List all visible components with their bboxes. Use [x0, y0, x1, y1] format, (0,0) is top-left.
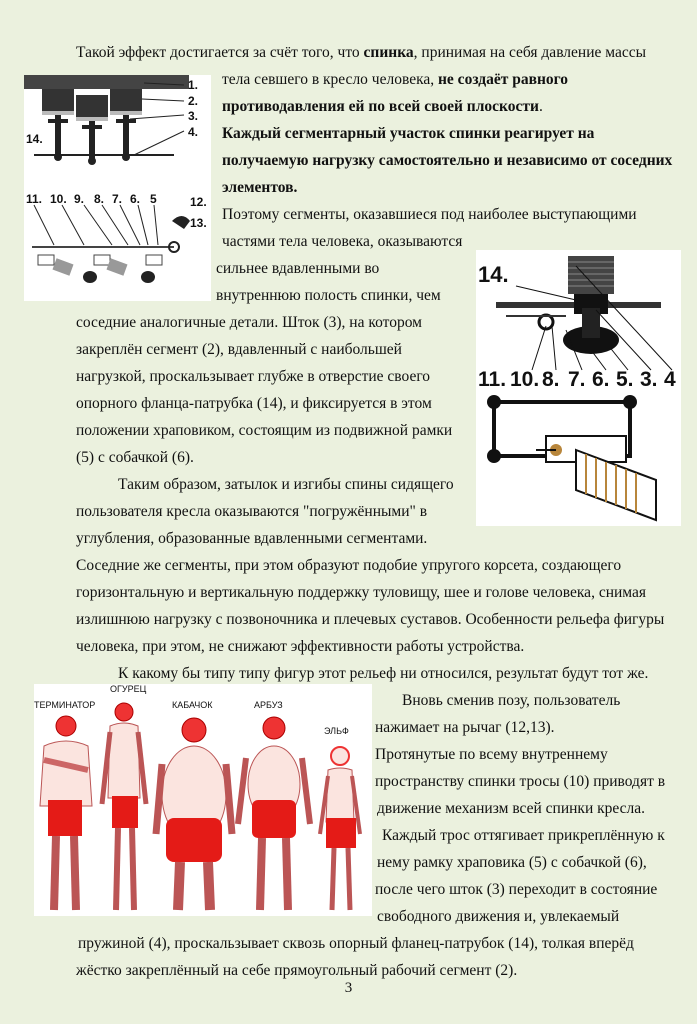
pawl-ball	[83, 271, 97, 283]
leader-line	[134, 131, 184, 155]
label-7: 7.	[112, 192, 123, 206]
shorts	[326, 818, 356, 848]
text-line: Поэтому сегменты, оказавшиеся под наиболее выступающими	[222, 206, 637, 223]
label-13: 13.	[190, 216, 207, 230]
label-8: 8.	[542, 368, 560, 391]
label-9: 9.	[74, 192, 85, 206]
label-6: 6.	[592, 368, 610, 391]
stem	[582, 308, 600, 338]
label-7: 7.	[568, 368, 586, 391]
text-line: положении храповиком, состоящим из подвижной рамки	[76, 422, 453, 439]
label-14: 14.	[26, 132, 43, 146]
text-line: опорного фланца-патрубка (14), и фиксируется в этом	[76, 395, 432, 412]
text-span: , принимая на себя давление массы	[413, 44, 647, 61]
label-5: 5	[150, 192, 157, 206]
label-3: 3.	[188, 109, 199, 123]
leader-line	[142, 99, 184, 101]
text-span-bold: противодавления ей по всей своей плоскости	[222, 98, 539, 115]
text-line: Протянутые по всему внутреннему	[375, 746, 608, 763]
text-line: соседние аналогичные детали. Шток (3), на котором	[76, 314, 422, 331]
leader-line	[532, 326, 546, 370]
shorts	[166, 818, 222, 862]
cable-line	[138, 205, 148, 245]
text-line: элементов.	[222, 179, 298, 196]
frame-corner	[623, 395, 637, 409]
body-type-label: ОГУРЕЦ	[110, 684, 147, 694]
figure-arbuz	[238, 717, 310, 910]
text-line: Соседние же сегменты, при этом образуют подобие упругого корсета, создающего	[76, 557, 622, 574]
segment-base	[110, 111, 142, 115]
label-14: 14.	[478, 262, 509, 287]
segment-block	[76, 95, 108, 117]
rod-end	[106, 258, 127, 275]
mechanism-diagram-1-svg	[24, 75, 211, 301]
text-line: нажимает на рычаг (12,13).	[375, 719, 555, 736]
text-line: жёстко закреплённый на себе прямоугольный рабочий сегмент (2).	[76, 962, 518, 979]
stem-head	[116, 119, 136, 123]
label-10: 10.	[510, 368, 540, 391]
label-1: 1.	[188, 78, 199, 92]
text-line: нагрузкой, проскальзывает глубже в отверстие своего	[76, 368, 431, 385]
ratchet-dot	[122, 153, 130, 161]
stem-head	[48, 119, 68, 123]
cable-line	[120, 205, 140, 245]
ratchet-dot	[88, 157, 96, 165]
text-line: (5) с собачкой (6).	[76, 449, 194, 466]
label-6: 6.	[130, 192, 141, 206]
label-11: 11.	[26, 192, 43, 206]
text-line: горизонтальную и вертикальную поддержку туловищу, шее и голове человека, снимая	[76, 584, 646, 601]
stem-head	[82, 125, 102, 129]
segment-block	[42, 89, 74, 111]
cushion-plate	[24, 75, 189, 89]
body-types-illustration	[34, 684, 372, 916]
text-line: Вновь сменив позу, пользователь	[402, 692, 621, 709]
frame-corner	[487, 395, 501, 409]
text-line: свободного движения и, увлекаемый	[377, 908, 620, 925]
text-line: Таким образом, затылок и изгибы спины сидящего	[118, 476, 454, 493]
figure-kabachok	[156, 718, 232, 910]
text-line: человека, при этом, не снижают эффективности работы устройства.	[76, 638, 525, 655]
text-line: движение механизм всей спинки кресла.	[377, 800, 646, 817]
cable-line	[102, 205, 128, 245]
text-span-bold: не создаёт равного	[438, 71, 569, 88]
mechanism-diagram-2-svg	[476, 250, 681, 526]
text-line: после чего шток (3) переходит в состояние	[375, 881, 658, 898]
text-line: получаемую нагрузку самостоятельно и независимо от соседних	[222, 152, 673, 169]
page-number: 3	[344, 980, 353, 996]
cable-line	[154, 205, 158, 245]
cable-line	[34, 205, 54, 245]
body-type-label: КАБАЧОК	[172, 700, 213, 710]
ratchet-dot	[54, 153, 62, 161]
text-line: пространству спинки тросы (10) приводят в	[375, 773, 666, 790]
figure-terminator	[40, 716, 92, 910]
label-8: 8.	[94, 192, 105, 206]
segment-base	[76, 117, 108, 121]
figure-elf	[320, 747, 360, 910]
text-span: .	[538, 98, 543, 115]
mechanism-diagram-1	[24, 75, 211, 301]
text-span-bold: спинка	[363, 44, 414, 61]
body-types-svg	[34, 684, 372, 916]
label-12: 12.	[190, 195, 207, 209]
leader-line	[552, 326, 556, 370]
shorts	[112, 796, 138, 828]
body-type-label: ЭЛЬФ	[324, 726, 349, 736]
text-line: излишнюю нагрузку с позвоночника и плечевых суставов. Особенности рельефа фигуры	[76, 611, 665, 628]
leader-line	[516, 286, 576, 300]
text-line: закреплён сегмент (2), вдавленный с наибольшей	[76, 341, 402, 358]
ratchet-frame	[146, 255, 162, 265]
lever-hand	[172, 216, 190, 229]
text-line: сильнее вдавленными во	[216, 260, 380, 277]
ratchet-frame	[38, 255, 54, 265]
text-line: нему рамку храповика (5) с собачкой (6),	[377, 854, 647, 871]
text-line: пользователя кресла оказываются "погружёнными" в	[76, 503, 428, 520]
segment-base	[42, 111, 74, 115]
rod-end	[52, 258, 73, 275]
text-line: частями тела человека, оказываются	[222, 233, 463, 250]
label-11: 11.	[478, 368, 507, 391]
text-line: К какому бы типу типу фигур этот рельеф ни относился, результат будут тот же.	[118, 665, 649, 682]
mechanism-diagram-2	[476, 250, 681, 526]
label-2: 2.	[188, 94, 199, 108]
frame-corner	[487, 449, 501, 463]
label-4: 4.	[188, 125, 199, 139]
body-type-label: ТЕРМИНАТОР	[34, 700, 96, 710]
label-10: 10.	[50, 192, 67, 206]
text-line: внутреннюю полость спинки, чем	[216, 287, 441, 304]
label-4: 4	[664, 368, 676, 391]
label-5: 5.	[616, 368, 634, 391]
text-line: Каждый трос оттягивает прикреплённую к	[382, 827, 665, 844]
pawl-ball	[141, 271, 155, 283]
cable-line	[62, 205, 84, 245]
text-line	[222, 97, 543, 117]
leader-line	[130, 115, 184, 119]
body-type-label: АРБУЗ	[254, 700, 283, 710]
text-line: пружиной (4), проскальзывает сквозь опорный фланец-патрубок (14), толкая вперёд	[78, 935, 634, 952]
shorts	[252, 800, 296, 838]
cable-line	[84, 205, 112, 245]
ratchet-frame	[94, 255, 110, 265]
text-line: углубления, образованные вдавленными сегментами.	[76, 530, 428, 547]
text-line	[222, 70, 568, 90]
text-span: Такой эффект достигается за счёт того, что	[76, 44, 364, 61]
segment-block	[110, 89, 142, 111]
text-line: Каждый сегментарный участок спинки реагирует на	[222, 125, 595, 142]
label-3: 3.	[640, 368, 658, 391]
text-line	[76, 43, 646, 63]
shorts	[48, 800, 82, 836]
text-span: тела севшего в кресло человека,	[222, 71, 438, 88]
figure-ogurets	[102, 703, 146, 910]
